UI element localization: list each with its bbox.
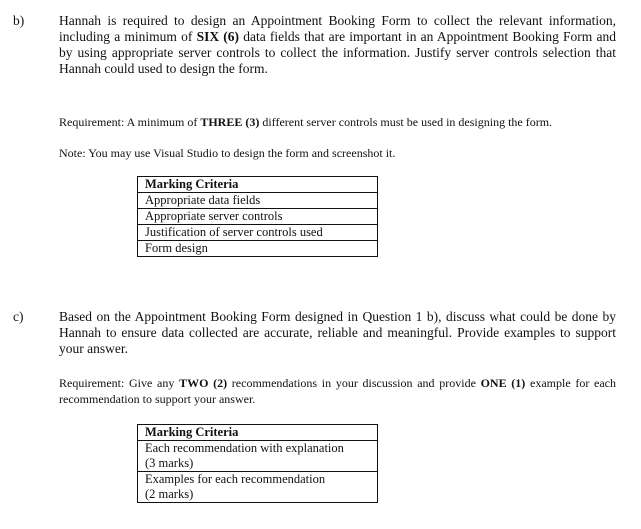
- question-c-requirement-part1: Requirement: Give any: [59, 376, 180, 390]
- table-header-row: [138, 177, 378, 193]
- criteria-line: Examples for each recommendation: [145, 472, 326, 486]
- question-c-requirement-bold1: TWO (2): [179, 376, 228, 390]
- question-c-label: c): [13, 309, 24, 324]
- question-b-text: [59, 13, 616, 77]
- table-cell: Form design: [138, 241, 378, 257]
- table-header-row: [138, 425, 378, 441]
- table-cell: [138, 472, 378, 503]
- question-b-marking-criteria-table: [137, 176, 378, 257]
- question-b-requirement-bold: THREE (3): [200, 115, 260, 129]
- table-header-cell: Marking Criteria: [138, 177, 378, 193]
- table-row: [138, 472, 378, 503]
- table-row: [138, 225, 378, 241]
- question-c-requirement-bold2: ONE (1): [480, 376, 526, 390]
- table-row: [138, 241, 378, 257]
- question-c-marking-criteria-table: [137, 424, 378, 503]
- table-row: [138, 209, 378, 225]
- question-c-requirement: [59, 375, 616, 407]
- table-cell: Appropriate server controls: [138, 209, 378, 225]
- question-b-requirement-part2: different server controls must be used in designing the form.: [259, 115, 553, 129]
- question-b-requirement-part1: Requirement: A minimum of: [59, 115, 201, 129]
- question-c-requirement-part3: example for each recommendation to support your answer.: [59, 376, 617, 406]
- question-c-requirement-part2: recommendations in your discussion and provide: [227, 376, 481, 390]
- table-cell: [138, 441, 378, 472]
- table-header-cell: Marking Criteria: [138, 425, 378, 441]
- question-c-text: Based on the Appointment Booking Form designed in Question 1 b), discuss what could be done by Hannah to ensure data collected are accurate, reliable and meaningful. Provide examples to support your answer.: [59, 309, 616, 356]
- table-cell: Appropriate data fields: [138, 193, 378, 209]
- criteria-marks: (2 marks): [145, 487, 194, 501]
- table-cell: Justification of server controls used: [138, 225, 378, 241]
- question-b-text-part1: Hannah is required to design an Appointment Booking Form to collect the relevant information, including a minimum of: [59, 13, 616, 44]
- question-b-text-part2: data fields that are important in an Appointment Booking Form and by using appropriate server controls to collect the information. Justify server controls selection that Hannah could used to design the form.: [59, 29, 616, 76]
- question-b-note: Note: You may use Visual Studio to design the form and screenshot it.: [59, 146, 396, 160]
- table-row: [138, 441, 378, 472]
- criteria-line: Each recommendation with explanation: [145, 441, 344, 455]
- criteria-marks: (3 marks): [145, 456, 194, 470]
- question-b-label: b): [13, 13, 25, 28]
- question-b-text-bold: SIX (6): [196, 29, 240, 44]
- table-row: [138, 193, 378, 209]
- question-b-requirement: [59, 114, 616, 130]
